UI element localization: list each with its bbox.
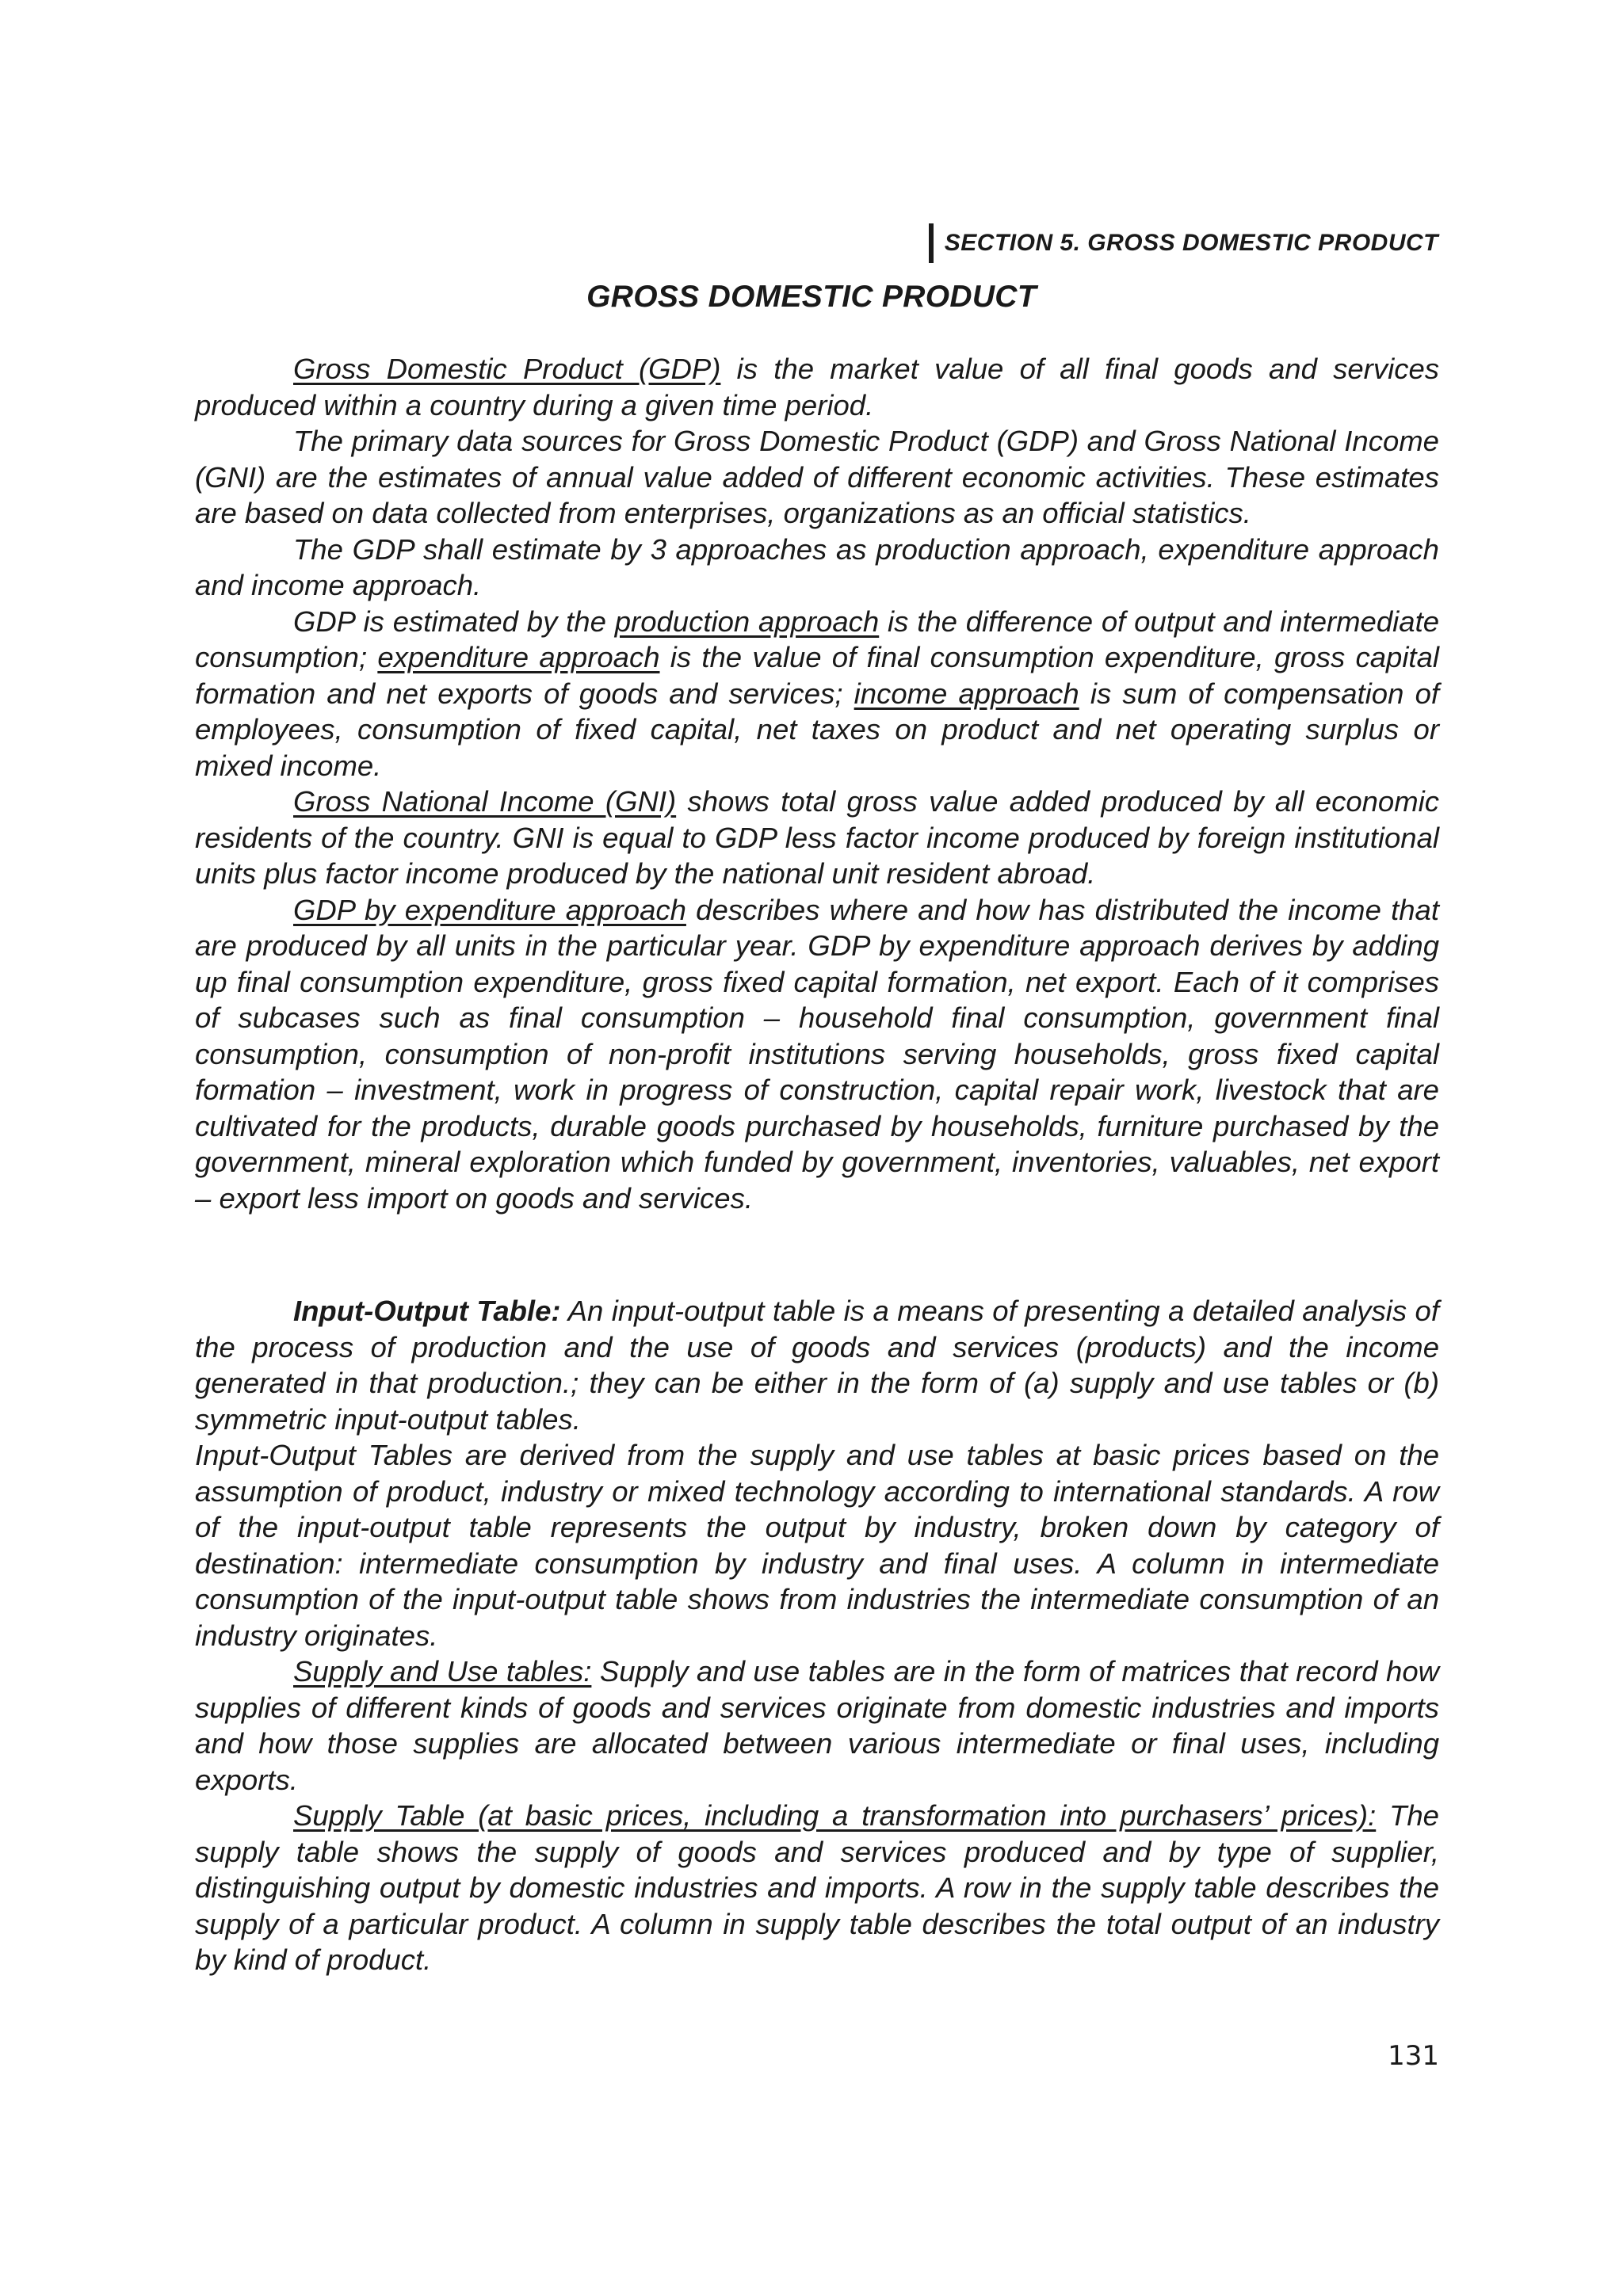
page-title: GROSS DOMESTIC PRODUCT: [586, 280, 1037, 314]
paragraph-approach-definitions: [195, 604, 1439, 784]
paragraph-text: shows total gross value added produced by all economic residents of the country. GNI is equal to GDP less factor income produced by foreign institutional units plus factor income produced by the national unit resident abroad.: [195, 785, 1439, 890]
paragraph-text: Supply and use tables are in the form of matrices that record how supplies of different kinds of goods and services originate from domestic industries and imports and how those supplies are allocated between various intermediate or final uses, including exports.: [195, 1655, 1439, 1796]
paragraph-data-sources: [195, 423, 1439, 532]
section-label: SECTION 5. GROSS DOMESTIC PRODUCT: [944, 230, 1438, 256]
paragraph-gdp-expenditure: [195, 892, 1439, 1217]
paragraph-text: An input-output table is a means of presenting a detailed analysis of the process of production and the use of goods and services (products) and the income generated in that production.; they can be either in the form of (a) supply and use tables or (b) symmetric input-output tables.: [195, 1295, 1439, 1436]
page-number: 131: [1388, 2040, 1439, 2072]
section-header-bar: [929, 223, 934, 263]
body-section-input-output: [195, 1293, 1439, 1978]
paragraph-text: is the value of final consumption expenditure, gross capital formation and net exports of goods and services;: [195, 641, 1439, 710]
term-supply-use-tables: Supply and Use tables:: [293, 1655, 592, 1688]
paragraph-text: The supply table shows the supply of goods and services produced and by type of supplier, distinguishing output by domestic industries and imports. A row in the supply table describes the supply of a particular product. A column in supply table describes the total output of an industry by kind of product.: [195, 1799, 1439, 1976]
paragraph-gni: [195, 784, 1439, 892]
paragraph-text: is the difference of output and intermediate consumption;: [195, 605, 1440, 673]
term-supply-table: Supply Table (at basic prices, including a transformation into purchasers’ prices):: [293, 1799, 1377, 1832]
paragraph-supply-use-tables: [195, 1653, 1439, 1798]
paragraph-text: The GDP shall estimate by 3 approaches as production approach, expenditure approach and income approach.: [195, 532, 1439, 601]
section-header: [929, 223, 1438, 263]
term-income-approach: income approach: [854, 677, 1079, 710]
paragraph-approaches: [195, 532, 1439, 604]
term-gni: Gross National Income (GNI): [293, 785, 677, 818]
term-gdp: Gross Domestic Product (GDP): [293, 353, 721, 385]
paragraph-text: describes where and how has distributed the income that are produced by all units in the particular year. GDP by expenditure approach derives by adding up final consumption expenditure, gross fixed capital formation, net export. Each of it comprises of subcases such as final consumption – household final consumption, government final consumption, consumption of non-profit institutions serving households, gross fixed capital formation – investment, work in progress of construction, capital repair work, livestock that are cultivated for the products, durable goods purchased by households, furniture purchased by the government, mineral exploration which funded by government, inventories, valuables, net export – export less import on goods and services.: [195, 893, 1439, 1215]
paragraph-input-output-derivation: [195, 1437, 1439, 1653]
paragraph-text: is the market value of all final goods and services produced within a country during a given time period.: [195, 353, 1439, 421]
body-section-gdp: [195, 351, 1439, 1216]
paragraph-input-output-table: [195, 1293, 1439, 1437]
paragraph-text: The primary data sources for Gross Domestic Product (GDP) and Gross National Income (GNI) are the estimates of annual value added of different economic activities. These estimates are based on data collected from enterprises, organizations as an official statistics.: [195, 425, 1439, 529]
term-production-approach: production approach: [614, 605, 880, 638]
paragraph-text: GDP is estimated by the: [293, 605, 615, 638]
paragraph-text: Input-Output Tables are derived from the supply and use tables at basic prices based on the assumption of product, industry or mixed technology according to international standards. A row of the input-output table represents the output by industry, broken down by category of destination: intermediate consumption by industry and final uses. A column in intermediate consumption of the input-output table shows from industries the intermediate consumption of an industry originates.: [195, 1439, 1439, 1652]
term-input-output-table: Input-Output Table:: [293, 1295, 561, 1327]
term-expenditure-approach: expenditure approach: [377, 641, 660, 673]
term-gdp-by-expenditure: GDP by expenditure approach: [293, 893, 686, 926]
paragraph-supply-table: [195, 1798, 1439, 1978]
paragraph-gdp-definition: [195, 351, 1439, 423]
paragraph-text: is sum of compensation of employees, consumption of fixed capital, net taxes on product and net operating surplus or mixed income.: [195, 677, 1440, 782]
